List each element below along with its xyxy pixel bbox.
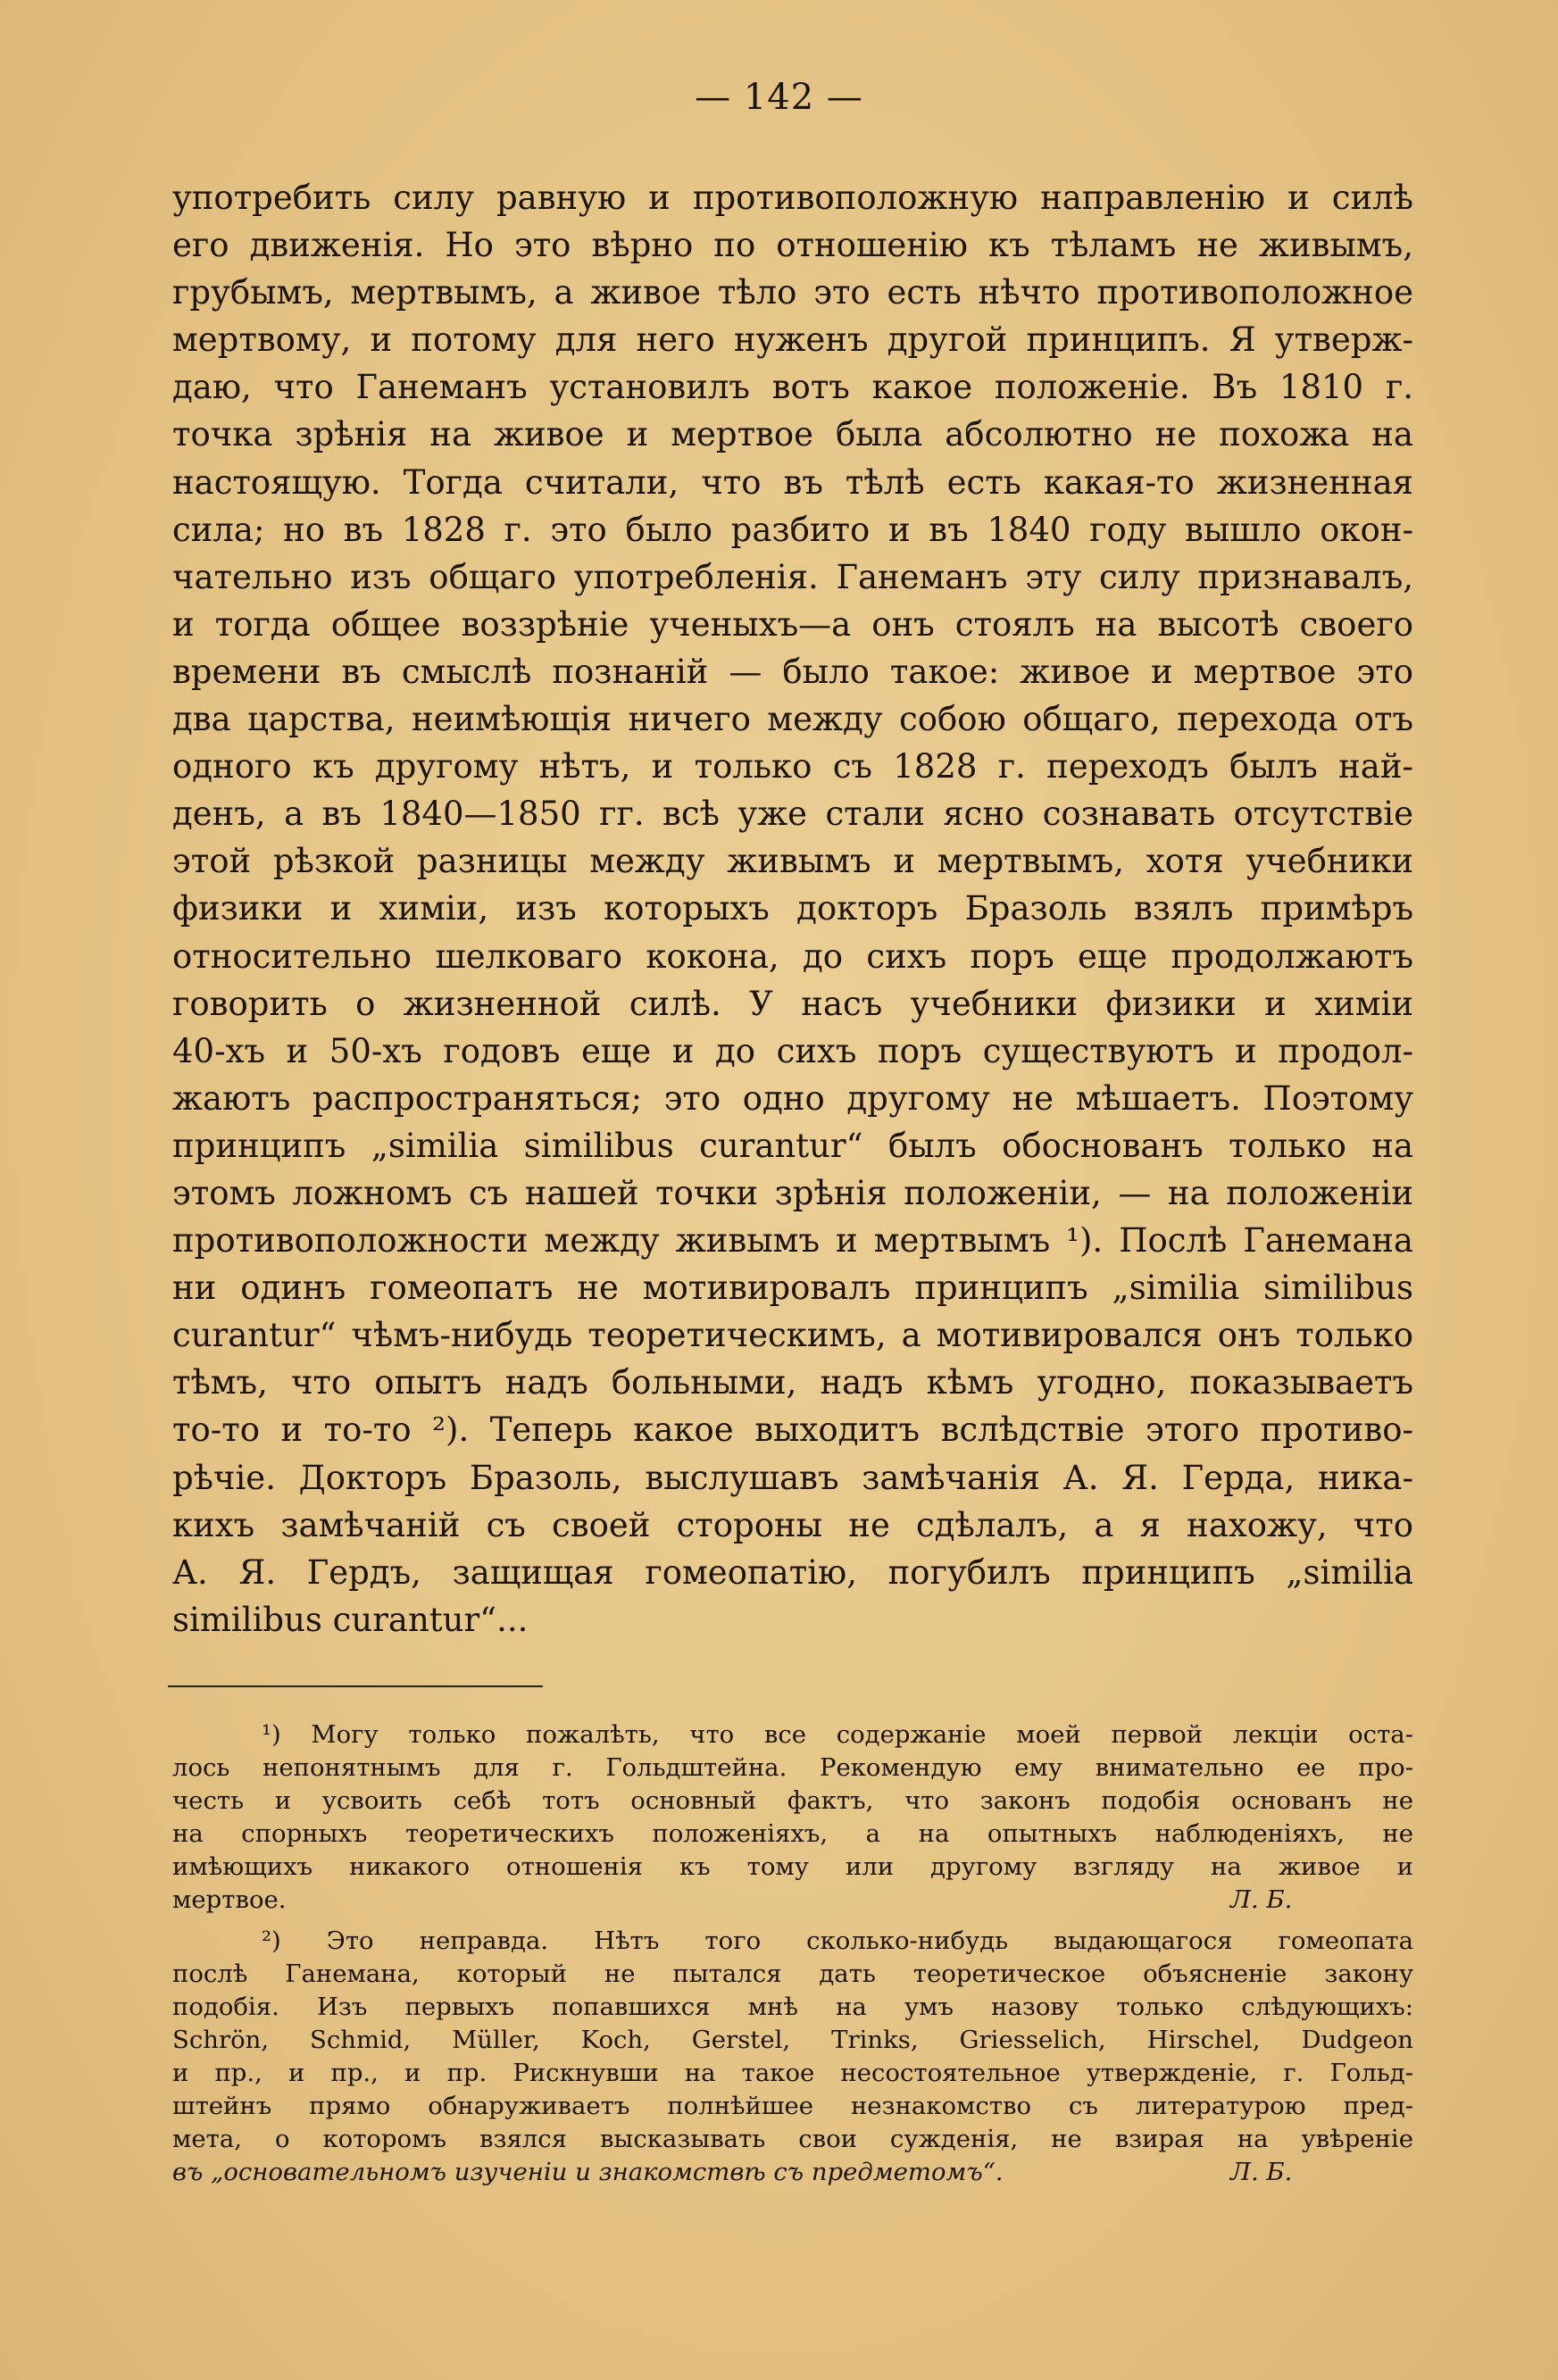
text-line: жаютъ распространяться; это одно другому не мѣшаетъ. Поэтому [172, 1078, 1413, 1118]
text-line: денъ, а въ 1840—1850 гг. всѣ уже стали ясно сознавать отсутствіе [172, 795, 1413, 834]
footnote-line: честь и усвоить себѣ тотъ основный фактъ, что законъ подобія основанъ не [172, 1786, 1413, 1816]
footnote-line-text: мертвое. [172, 1885, 287, 1915]
text-line: говорить о жизненной силѣ. У насъ учебники физики и химіи [172, 984, 1413, 1023]
main-text [172, 174, 1413, 1644]
text-line: тѣмъ, что опытъ надъ больными, надъ кѣмъ угодно, показываетъ [172, 1363, 1413, 1402]
footnote-line: Schrön, Schmid, Müller, Koch, Gerstel, Trinks, Griesselich, Hirschel, Dudgeon [172, 2025, 1413, 2054]
footnotes [172, 1718, 1413, 2189]
text-line: А. Я. Гердъ, защищая гомеопатію, погубилъ принципъ „similia [172, 1552, 1413, 1592]
text-line: curantur“ чѣмъ-нибудь теоретическимъ, а мотивировался онъ только [172, 1316, 1413, 1355]
text-line: чательно изъ общаго употребленія. Ганеманъ эту силу признавалъ, [172, 557, 1413, 596]
footnote-line: имѣющихъ никакого отношенія къ тому или другому взгляду на живое и [172, 1852, 1413, 1882]
text-line: настоящую. Тогда считали, что въ тѣлѣ есть какая-то жизненная [172, 462, 1413, 502]
text-line: точка зрѣнія на живое и мертвое была абсолютно не похожа на [172, 415, 1413, 454]
text-line: кихъ замѣчаній съ своей стороны не сдѣлалъ, а я нахожу, что [172, 1505, 1413, 1544]
page-number: — 142 — [695, 77, 863, 118]
footnote-line [172, 2156, 1413, 2189]
footnote-line: штейнъ прямо обнаруживаетъ полнѣйшее незнакомство съ литературою пред- [172, 2092, 1413, 2121]
text-line: 40-хъ и 50-хъ годовъ еще и до сихъ поръ существуютъ и продол- [172, 1031, 1413, 1070]
footnote-line-text: въ „основательномъ изученіи и знакомствѣ съ предметомъ“. [172, 2158, 1004, 2187]
footnote-signature: Л. Б. [1230, 2158, 1293, 2187]
footnote-line: подобія. Изъ первыхъ попавшихся мнѣ на умъ назову только слѣдующихъ: [172, 1992, 1413, 2021]
text-line: грубымъ, мертвымъ, а живое тѣло это есть нѣчто противоположное [172, 273, 1413, 312]
footnote-divider [168, 1685, 543, 1687]
footnote-1 [172, 1718, 1413, 1918]
footnote-line: послѣ Ганемана, который не пытался дать теоретическое объясненіе закону [172, 1959, 1413, 1988]
text-line: употребить силу равную и противоположную направленію и силѣ [172, 179, 1413, 217]
footnote-line: ¹) Могу только пожалѣть, что все содержаніе моей первой лекціи оста- [262, 1720, 1413, 1749]
text-line: этой рѣзкой разницы между живымъ и мертвымъ, хотя учебники [172, 842, 1413, 881]
footnote-2 [172, 1925, 1413, 2190]
text-line: одного къ другому нѣтъ, и только съ 1828 г. переходъ былъ най- [172, 747, 1413, 786]
text-line: ни одинъ гомеопатъ не мотивировалъ принципъ „similia similibus [172, 1269, 1413, 1308]
footnote-line: и пр., и пр., и пр. Рискнувши на такое несостоятельное утвержденіе, г. Гольд- [172, 2058, 1413, 2087]
text-line: рѣчіе. Докторъ Бразоль, выслушавъ замѣчанія А. Я. Герда, ника- [172, 1458, 1413, 1497]
footnote-line: лось непонятнымъ для г. Гольдштейна. Рекомендую ему внимательно ее про- [172, 1753, 1413, 1783]
footnote-line: мета, о которомъ взялся высказывать свои сужденія, не взирая на увѣреніе [172, 2125, 1413, 2154]
text-line: два царства, неимѣющія ничего между собою общаго, перехода отъ [172, 700, 1413, 739]
text-line: относительно шелковаго кокона, до сихъ поръ еще продолжаютъ [172, 936, 1413, 976]
text-line: физики и химіи, изъ которыхъ докторъ Бразоль взялъ примѣръ [172, 889, 1413, 928]
text-line: времени въ смыслѣ познаній — было такое: живое и мертвое это [172, 652, 1413, 691]
footnote-line [172, 1884, 1413, 1917]
text-line: его движенія. Но это вѣрно по отношенію къ тѣламъ не живымъ, [172, 226, 1413, 265]
footnote-line: на спорныхъ теоретическихъ положеніяхъ, а на опытныхъ наблюденіяхъ, не [172, 1819, 1413, 1849]
footnote-line: ²) Это неправда. Нѣтъ того сколько-нибудь выдающагося гомеопата [262, 1926, 1413, 1955]
text-line: similibus curantur“... [172, 1600, 529, 1639]
text-line: мертвому, и потому для него нуженъ другой принципъ. Я утверж- [172, 320, 1413, 360]
text-line: то-то и то-то ²). Теперь какое выходитъ вслѣдствіе этого противо- [172, 1411, 1413, 1450]
text-line: и тогда общее воззрѣніе ученыхъ—а онъ стоялъ на высотѣ своего [172, 604, 1413, 644]
text-line: этомъ ложномъ съ нашей точки зрѣнія положеніи, — на положеніи [172, 1173, 1413, 1212]
text-line: сила; но въ 1828 г. это было разбито и въ 1840 году вышло окон- [172, 510, 1413, 549]
text-line: даю, что Ганеманъ установилъ вотъ какое положеніе. Въ 1810 г. [172, 368, 1413, 407]
text-line: принципъ „similia similibus curantur“ былъ обоснованъ только на [172, 1126, 1413, 1165]
text-line: противоположности между живымъ и мертвымъ ¹). Послѣ Ганемана [172, 1221, 1413, 1261]
footnote-signature: Л. Б. [1230, 1885, 1293, 1915]
